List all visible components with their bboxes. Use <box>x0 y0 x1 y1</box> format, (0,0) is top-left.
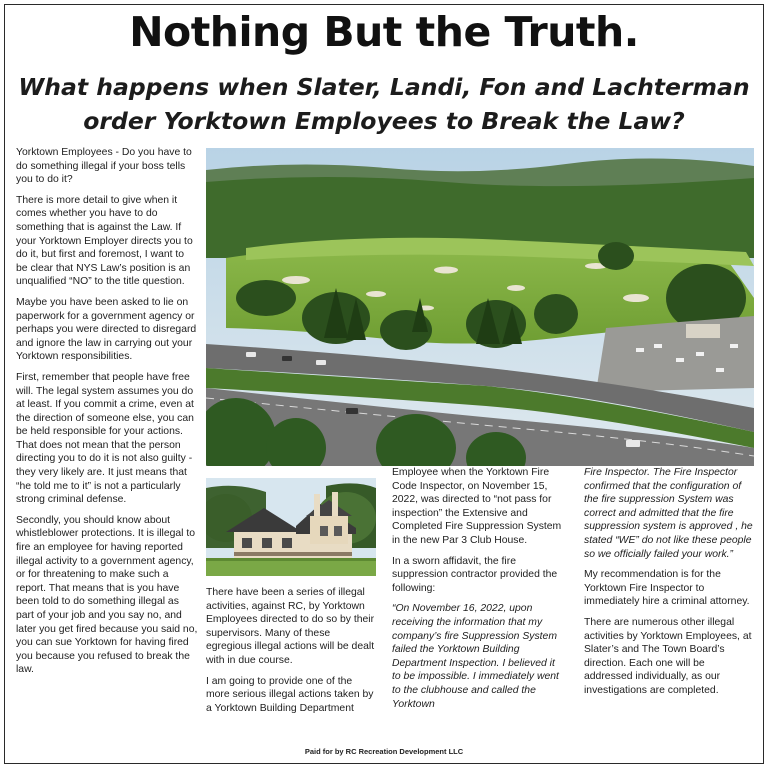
column-2 <box>206 586 376 722</box>
paragraph: In a sworn affidavit, the fire suppression contractor provided the following: <box>392 555 558 594</box>
affidavit-quote: “On November 16, 2022, upon receiving the information that my company’s fire Suppression System failed the Yorktown Building Department Inspection. I believed it to be impossible. I immediately went to the clubhouse and called the Yorktown <box>392 603 559 710</box>
paragraph: Secondly, you should know about whistleblower protections. It is illegal to fire an employee for having reported illegal activity to a government agency, or for threatening to make such a report. That means that is you have been told to do something illegal as part of your job and you say no, and later you get fired because you said no, you can sue Yorktown for having fired you because you refused to break the law. <box>16 514 198 676</box>
column-4 <box>584 466 754 705</box>
headline: Nothing But the Truth. <box>129 8 639 56</box>
paragraph: There is more detail to give when it comes whether you have to do something that is against the Law. If your Yorktown Employer directs you to do it, but first and foremost, I want to be clear that NYS Law’s position is an unqualified “NO” to the title question. <box>16 194 193 288</box>
column-1 <box>16 146 198 684</box>
paragraph: Maybe you have been asked to lie on paperwork for a government agency or perhaps you were directed to disregard and ignore the law in carrying out your Yorktown responsibilities. <box>16 296 197 363</box>
paragraph: My recommendation is for the Yorktown Fire Inspector to immediately hire a criminal attorney. <box>584 569 750 608</box>
paragraph: Yorktown Employees - Do you have to do something illegal if your boss tells you to do it? <box>16 147 192 186</box>
paragraph: There have been a series of illegal activities, against RC, by Yorktown Employees directed to do so by their supervisors. Many of these egregious illegal actions will be dealt with in due course. <box>206 587 375 666</box>
paragraph: First, remember that people have free will. The legal system assumes you do at least. If you commit a crime, even at the direction of someone else, you can be held responsible for your actions. That does not mean that the person directing you to do it is not also guilty - they very likely are. It just means that “he told me to it” is not a particularly strong criminal defense. <box>16 371 194 506</box>
subheadline-line-1: What happens when Slater, Landi, Fon and Lachterman <box>18 73 750 101</box>
golf-course-aerial-photo <box>206 148 754 466</box>
paragraph: Employee when the Yorktown Fire Code Inspector, on November 15, 2022, was directed to “not pass for inspection” the Extensive and Completed Fire Suppression System in the new Par 3 Club House. <box>392 467 562 546</box>
affidavit-quote-continued: Fire Inspector. The Fire Inspector confirmed that the configuration of the fire suppression System was correct and admitted that the fire suppression system is approved , he stated “WE” do not like these people so we officially failed your work.” <box>584 467 753 560</box>
paid-for-by-disclaimer: Paid for by RC Recreation Development LLC <box>304 747 464 756</box>
column-3 <box>392 466 566 718</box>
paragraph: There are numerous other illegal activities by Yorktown Employees, at Slater’s and The Town Board’s direction. Each one will be addressed individually, as our investigations are completed. <box>584 616 752 696</box>
subheadline <box>0 70 768 138</box>
subheadline-line-2: order Yorktown Employees to Break the Law? <box>83 107 685 135</box>
paragraph: I am going to provide one of the more serious illegal actions taken by a Yorktown Building Department <box>206 675 374 714</box>
clubhouse-photo <box>206 478 376 576</box>
